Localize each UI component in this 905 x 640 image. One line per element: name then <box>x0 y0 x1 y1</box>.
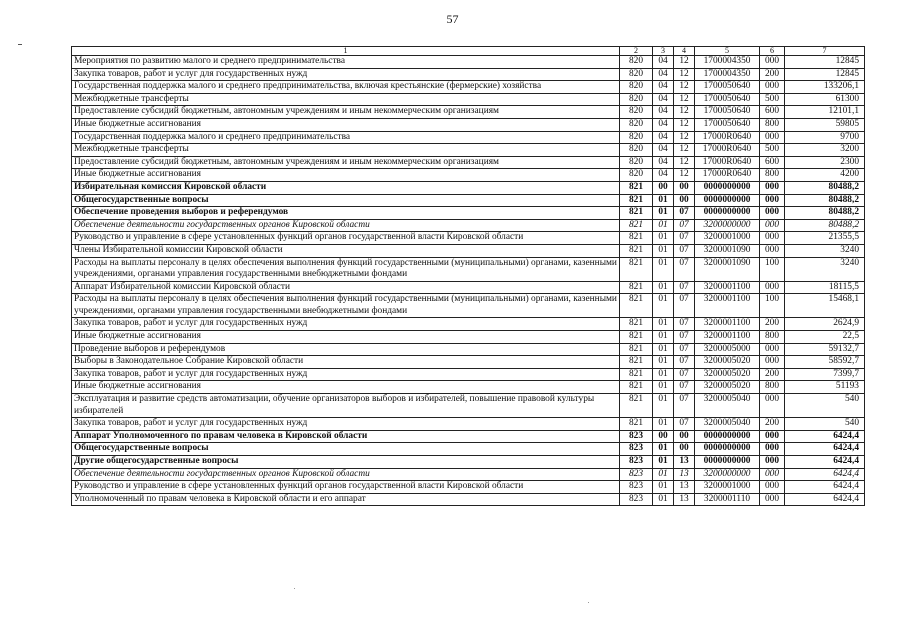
cell-subsection: 07 <box>674 232 695 245</box>
cell-ministry-code: 823 <box>620 481 653 494</box>
cell-section: 01 <box>653 232 674 245</box>
page-number: 57 <box>446 12 459 26</box>
cell-expense-type: 000 <box>760 468 785 481</box>
cell-section: 04 <box>653 144 674 157</box>
cell-subsection: 07 <box>674 381 695 394</box>
cell-name: Государственная поддержка малого и среднего предпринимательства, включая крестьянские (фермерские) хозяйства <box>72 81 620 94</box>
cell-subsection: 07 <box>674 343 695 356</box>
cell-expense-type: 000 <box>760 394 785 418</box>
cell-section: 01 <box>653 194 674 207</box>
cell-subsection: 07 <box>674 331 695 344</box>
cell-expense-type: 100 <box>760 257 785 281</box>
cell-section: 00 <box>653 181 674 194</box>
cell-subsection: 12 <box>674 131 695 144</box>
table-row <box>72 207 865 220</box>
cell-amount: 21355,5 <box>785 232 865 245</box>
cell-amount: 2624,9 <box>785 318 865 331</box>
cell-ministry-code: 821 <box>620 244 653 257</box>
cell-amount: 59805 <box>785 118 865 131</box>
cell-section: 01 <box>653 219 674 232</box>
cell-ministry-code: 823 <box>620 468 653 481</box>
cell-target-article: 3200005020 <box>695 381 760 394</box>
cell-amount: 3240 <box>785 244 865 257</box>
cell-section: 04 <box>653 118 674 131</box>
cell-subsection: 12 <box>674 56 695 69</box>
table-row <box>72 169 865 182</box>
cell-ministry-code: 821 <box>620 181 653 194</box>
cell-ministry-code: 821 <box>620 219 653 232</box>
cell-subsection: 07 <box>674 394 695 418</box>
table-row <box>72 356 865 369</box>
scan-speck <box>588 602 589 603</box>
cell-section: 01 <box>653 257 674 281</box>
table-row <box>72 381 865 394</box>
cell-target-article: 3200001090 <box>695 257 760 281</box>
cell-target-article: 3200001100 <box>695 294 760 318</box>
cell-section: 04 <box>653 93 674 106</box>
cell-amount: 6424,4 <box>785 493 865 506</box>
table-row <box>72 294 865 318</box>
cell-expense-type: 800 <box>760 118 785 131</box>
cell-amount: 18115,5 <box>785 281 865 294</box>
cell-target-article: 17000R0640 <box>695 169 760 182</box>
table-row <box>72 144 865 157</box>
cell-name: Расходы на выплаты персоналу в целях обеспечения выполнения функций государственными (муниципальными) органами, казенными учреждениями, органами управления государственными внебюджетными фондами <box>72 294 620 318</box>
cell-ministry-code: 821 <box>620 318 653 331</box>
cell-expense-type: 000 <box>760 456 785 469</box>
cell-ministry-code: 820 <box>620 93 653 106</box>
cell-expense-type: 000 <box>760 281 785 294</box>
cell-expense-type: 500 <box>760 93 785 106</box>
cell-expense-type: 000 <box>760 443 785 456</box>
cell-expense-type: 000 <box>760 244 785 257</box>
table-row <box>72 194 865 207</box>
table-row <box>72 118 865 131</box>
cell-target-article: 1700050640 <box>695 93 760 106</box>
cell-name: Эксплуатация и развитие средств автоматизации, обучение организаторов выборов и избирателей, повышение правовой культуры избирателей <box>72 394 620 418</box>
cell-target-article: 3200005000 <box>695 343 760 356</box>
cell-name: Избирательная комиссия Кировской области <box>72 181 620 194</box>
cell-target-article: 3200005040 <box>695 394 760 418</box>
cell-subsection: 07 <box>674 356 695 369</box>
cell-target-article: 3200000000 <box>695 219 760 232</box>
cell-section: 01 <box>653 368 674 381</box>
cell-amount: 80488,2 <box>785 194 865 207</box>
cell-subsection: 12 <box>674 144 695 157</box>
cell-name: Выборы в Законодательное Собрание Кировской области <box>72 356 620 369</box>
cell-subsection: 13 <box>674 493 695 506</box>
cell-section: 01 <box>653 443 674 456</box>
cell-subsection: 07 <box>674 318 695 331</box>
cell-section: 01 <box>653 244 674 257</box>
cell-subsection: 12 <box>674 93 695 106</box>
cell-section: 01 <box>653 294 674 318</box>
cell-expense-type: 600 <box>760 156 785 169</box>
cell-expense-type: 000 <box>760 343 785 356</box>
header-cell: 5 <box>695 47 760 56</box>
cell-ministry-code: 821 <box>620 394 653 418</box>
cell-name: Руководство и управление в сфере установленных функций органов государственной власти Кировской области <box>72 481 620 494</box>
budget-table-wrapper <box>71 46 864 506</box>
cell-target-article: 1700050640 <box>695 81 760 94</box>
table-row <box>72 456 865 469</box>
cell-subsection: 00 <box>674 430 695 443</box>
cell-name: Общегосударственные вопросы <box>72 194 620 207</box>
cell-amount: 540 <box>785 394 865 418</box>
cell-subsection: 07 <box>674 219 695 232</box>
cell-section: 01 <box>653 281 674 294</box>
cell-subsection: 12 <box>674 106 695 119</box>
table-row <box>72 394 865 418</box>
cell-amount: 15468,1 <box>785 294 865 318</box>
cell-target-article: 17000R0640 <box>695 156 760 169</box>
cell-target-article: 3200005020 <box>695 368 760 381</box>
table-row <box>72 244 865 257</box>
cell-target-article: 0000000000 <box>695 194 760 207</box>
cell-subsection: 07 <box>674 257 695 281</box>
header-cell: 4 <box>674 47 695 56</box>
cell-amount: 58592,7 <box>785 356 865 369</box>
cell-ministry-code: 820 <box>620 156 653 169</box>
cell-amount: 540 <box>785 418 865 431</box>
cell-expense-type: 500 <box>760 144 785 157</box>
cell-section: 01 <box>653 381 674 394</box>
cell-name: Обеспечение деятельности государственных органов Кировской области <box>72 468 620 481</box>
cell-name: Общегосударственные вопросы <box>72 443 620 456</box>
table-row <box>72 418 865 431</box>
cell-amount: 59132,7 <box>785 343 865 356</box>
cell-ministry-code: 823 <box>620 456 653 469</box>
cell-expense-type: 800 <box>760 331 785 344</box>
header-cell: 7 <box>785 47 865 56</box>
cell-expense-type: 200 <box>760 68 785 81</box>
cell-target-article: 3200001000 <box>695 481 760 494</box>
budget-table <box>71 46 865 506</box>
cell-section: 01 <box>653 207 674 220</box>
cell-target-article: 1700050640 <box>695 118 760 131</box>
cell-name: Межбюджетные трансферты <box>72 144 620 157</box>
cell-expense-type: 000 <box>760 493 785 506</box>
cell-amount: 6424,4 <box>785 456 865 469</box>
table-row <box>72 331 865 344</box>
cell-section: 04 <box>653 56 674 69</box>
cell-expense-type: 000 <box>760 232 785 245</box>
cell-ministry-code: 820 <box>620 144 653 157</box>
cell-section: 01 <box>653 418 674 431</box>
cell-subsection: 07 <box>674 368 695 381</box>
cell-amount: 80488,2 <box>785 181 865 194</box>
cell-name: Иные бюджетные ассигнования <box>72 169 620 182</box>
cell-name: Обеспечение проведения выборов и референдумов <box>72 207 620 220</box>
cell-ministry-code: 821 <box>620 418 653 431</box>
cell-subsection: 12 <box>674 118 695 131</box>
cell-amount: 22,5 <box>785 331 865 344</box>
cell-target-article: 3200005040 <box>695 418 760 431</box>
cell-target-article: 3200001100 <box>695 331 760 344</box>
cell-subsection: 00 <box>674 194 695 207</box>
cell-section: 04 <box>653 68 674 81</box>
cell-amount: 9700 <box>785 131 865 144</box>
cell-name: Межбюджетные трансферты <box>72 93 620 106</box>
cell-expense-type: 000 <box>760 194 785 207</box>
cell-name: Члены Избирательной комиссии Кировской области <box>72 244 620 257</box>
cell-section: 04 <box>653 81 674 94</box>
cell-section: 01 <box>653 456 674 469</box>
cell-target-article: 17000R0640 <box>695 144 760 157</box>
cell-expense-type: 000 <box>760 181 785 194</box>
cell-ministry-code: 820 <box>620 81 653 94</box>
cell-target-article: 17000R0640 <box>695 131 760 144</box>
cell-amount: 80488,2 <box>785 207 865 220</box>
cell-expense-type: 000 <box>760 56 785 69</box>
cell-ministry-code: 821 <box>620 207 653 220</box>
cell-target-article: 3200001110 <box>695 493 760 506</box>
cell-name: Предоставление субсидий бюджетным, автономным учреждениям и иным некоммерческим организациям <box>72 156 620 169</box>
cell-ministry-code: 820 <box>620 68 653 81</box>
table-row <box>72 93 865 106</box>
cell-target-article: 3200000000 <box>695 468 760 481</box>
cell-subsection: 00 <box>674 181 695 194</box>
cell-name: Закупка товаров, работ и услуг для государственных нужд <box>72 418 620 431</box>
table-row <box>72 257 865 281</box>
header-cell: 2 <box>620 47 653 56</box>
cell-ministry-code: 821 <box>620 257 653 281</box>
cell-amount: 6424,4 <box>785 468 865 481</box>
cell-ministry-code: 821 <box>620 331 653 344</box>
cell-ministry-code: 821 <box>620 194 653 207</box>
table-row <box>72 181 865 194</box>
cell-target-article: 0000000000 <box>695 207 760 220</box>
table-row <box>72 232 865 245</box>
cell-name: Уполномоченный по правам человека в Кировской области и его аппарат <box>72 493 620 506</box>
cell-target-article: 1700050640 <box>695 106 760 119</box>
cell-section: 01 <box>653 343 674 356</box>
cell-expense-type: 000 <box>760 207 785 220</box>
cell-target-article: 1700004350 <box>695 56 760 69</box>
table-row <box>72 131 865 144</box>
cell-section: 04 <box>653 106 674 119</box>
table-row <box>72 443 865 456</box>
cell-subsection: 12 <box>674 169 695 182</box>
cell-amount: 12101,1 <box>785 106 865 119</box>
cell-target-article: 3200001100 <box>695 318 760 331</box>
cell-expense-type: 600 <box>760 106 785 119</box>
cell-section: 01 <box>653 394 674 418</box>
cell-amount: 2300 <box>785 156 865 169</box>
cell-name: Расходы на выплаты персоналу в целях обеспечения выполнения функций государственными (муниципальными) органами, казенными учреждениями, органами управления государственными внебюджетными фондами <box>72 257 620 281</box>
cell-section: 01 <box>653 468 674 481</box>
cell-amount: 80488,2 <box>785 219 865 232</box>
cell-amount: 3240 <box>785 257 865 281</box>
cell-name: Иные бюджетные ассигнования <box>72 118 620 131</box>
cell-target-article: 3200001090 <box>695 244 760 257</box>
cell-name: Обеспечение деятельности государственных органов Кировской области <box>72 219 620 232</box>
table-row <box>72 56 865 69</box>
cell-expense-type: 200 <box>760 368 785 381</box>
cell-subsection: 13 <box>674 456 695 469</box>
cell-subsection: 07 <box>674 294 695 318</box>
cell-target-article: 0000000000 <box>695 430 760 443</box>
cell-name: Проведение выборов и референдумов <box>72 343 620 356</box>
table-row <box>72 318 865 331</box>
cell-subsection: 07 <box>674 207 695 220</box>
cell-name: Руководство и управление в сфере установленных функций органов государственной власти Кировской области <box>72 232 620 245</box>
cell-expense-type: 800 <box>760 381 785 394</box>
cell-ministry-code: 821 <box>620 281 653 294</box>
cell-subsection: 13 <box>674 481 695 494</box>
header-cell: 6 <box>760 47 785 56</box>
cell-subsection: 07 <box>674 244 695 257</box>
cell-name: Аппарат Избирательной комиссии Кировской области <box>72 281 620 294</box>
cell-amount: 12845 <box>785 68 865 81</box>
scan-speck <box>294 588 295 589</box>
cell-section: 01 <box>653 493 674 506</box>
cell-ministry-code: 823 <box>620 443 653 456</box>
cell-target-article: 3200001000 <box>695 232 760 245</box>
cell-name: Закупка товаров, работ и услуг для государственных нужд <box>72 318 620 331</box>
cell-target-article: 1700004350 <box>695 68 760 81</box>
cell-amount: 12845 <box>785 56 865 69</box>
cell-subsection: 07 <box>674 418 695 431</box>
cell-name: Иные бюджетные ассигнования <box>72 381 620 394</box>
header-cell: 3 <box>653 47 674 56</box>
cell-expense-type: 200 <box>760 318 785 331</box>
cell-ministry-code: 823 <box>620 430 653 443</box>
table-row <box>72 430 865 443</box>
cell-ministry-code: 821 <box>620 381 653 394</box>
cell-expense-type: 200 <box>760 418 785 431</box>
table-row <box>72 219 865 232</box>
cell-amount: 6424,4 <box>785 430 865 443</box>
cell-ministry-code: 821 <box>620 294 653 318</box>
table-row <box>72 281 865 294</box>
cell-section: 01 <box>653 331 674 344</box>
cell-ministry-code: 820 <box>620 106 653 119</box>
cell-name: Предоставление субсидий бюджетным, автономным учреждениям и иным некоммерческим организациям <box>72 106 620 119</box>
cell-target-article: 3200005020 <box>695 356 760 369</box>
cell-target-article: 3200001100 <box>695 281 760 294</box>
cell-section: 01 <box>653 318 674 331</box>
table-row <box>72 68 865 81</box>
cell-section: 04 <box>653 131 674 144</box>
cell-ministry-code: 821 <box>620 368 653 381</box>
table-row <box>72 368 865 381</box>
cell-subsection: 12 <box>674 68 695 81</box>
cell-ministry-code: 820 <box>620 56 653 69</box>
cell-name: Другие общегосударственные вопросы <box>72 456 620 469</box>
scan-mark <box>18 44 22 45</box>
cell-section: 00 <box>653 430 674 443</box>
cell-section: 04 <box>653 156 674 169</box>
cell-ministry-code: 821 <box>620 232 653 245</box>
cell-amount: 51193 <box>785 381 865 394</box>
cell-section: 01 <box>653 356 674 369</box>
cell-ministry-code: 821 <box>620 356 653 369</box>
cell-expense-type: 000 <box>760 131 785 144</box>
cell-target-article: 0000000000 <box>695 443 760 456</box>
cell-expense-type: 000 <box>760 356 785 369</box>
cell-ministry-code: 820 <box>620 118 653 131</box>
cell-amount: 6424,4 <box>785 481 865 494</box>
cell-expense-type: 000 <box>760 219 785 232</box>
cell-name: Аппарат Уполномоченного по правам человека в Кировской области <box>72 430 620 443</box>
table-row <box>72 81 865 94</box>
cell-name: Государственная поддержка малого и среднего предпринимательства <box>72 131 620 144</box>
cell-name: Иные бюджетные ассигнования <box>72 331 620 344</box>
cell-subsection: 12 <box>674 81 695 94</box>
cell-subsection: 13 <box>674 468 695 481</box>
cell-ministry-code: 820 <box>620 131 653 144</box>
cell-section: 04 <box>653 169 674 182</box>
cell-amount: 7399,7 <box>785 368 865 381</box>
cell-amount: 6424,4 <box>785 443 865 456</box>
cell-ministry-code: 823 <box>620 493 653 506</box>
cell-amount: 61300 <box>785 93 865 106</box>
cell-section: 01 <box>653 481 674 494</box>
cell-ministry-code: 820 <box>620 169 653 182</box>
table-row <box>72 106 865 119</box>
cell-name: Мероприятия по развитию малого и среднего предпринимательства <box>72 56 620 69</box>
cell-amount: 4200 <box>785 169 865 182</box>
cell-expense-type: 800 <box>760 169 785 182</box>
table-row <box>72 481 865 494</box>
header-cell: 1 <box>72 47 620 56</box>
cell-subsection: 12 <box>674 156 695 169</box>
cell-name: Закупка товаров, работ и услуг для государственных нужд <box>72 68 620 81</box>
table-row <box>72 156 865 169</box>
table-row <box>72 468 865 481</box>
cell-expense-type: 000 <box>760 481 785 494</box>
cell-target-article: 0000000000 <box>695 181 760 194</box>
cell-expense-type: 000 <box>760 81 785 94</box>
cell-expense-type: 100 <box>760 294 785 318</box>
cell-ministry-code: 821 <box>620 343 653 356</box>
cell-amount: 133206,1 <box>785 81 865 94</box>
cell-expense-type: 000 <box>760 430 785 443</box>
table-row <box>72 343 865 356</box>
cell-subsection: 00 <box>674 443 695 456</box>
table-body <box>72 47 865 506</box>
cell-subsection: 07 <box>674 281 695 294</box>
cell-amount: 3200 <box>785 144 865 157</box>
cell-name: Закупка товаров, работ и услуг для государственных нужд <box>72 368 620 381</box>
table-row <box>72 493 865 506</box>
cell-target-article: 0000000000 <box>695 456 760 469</box>
header-row <box>72 47 865 56</box>
